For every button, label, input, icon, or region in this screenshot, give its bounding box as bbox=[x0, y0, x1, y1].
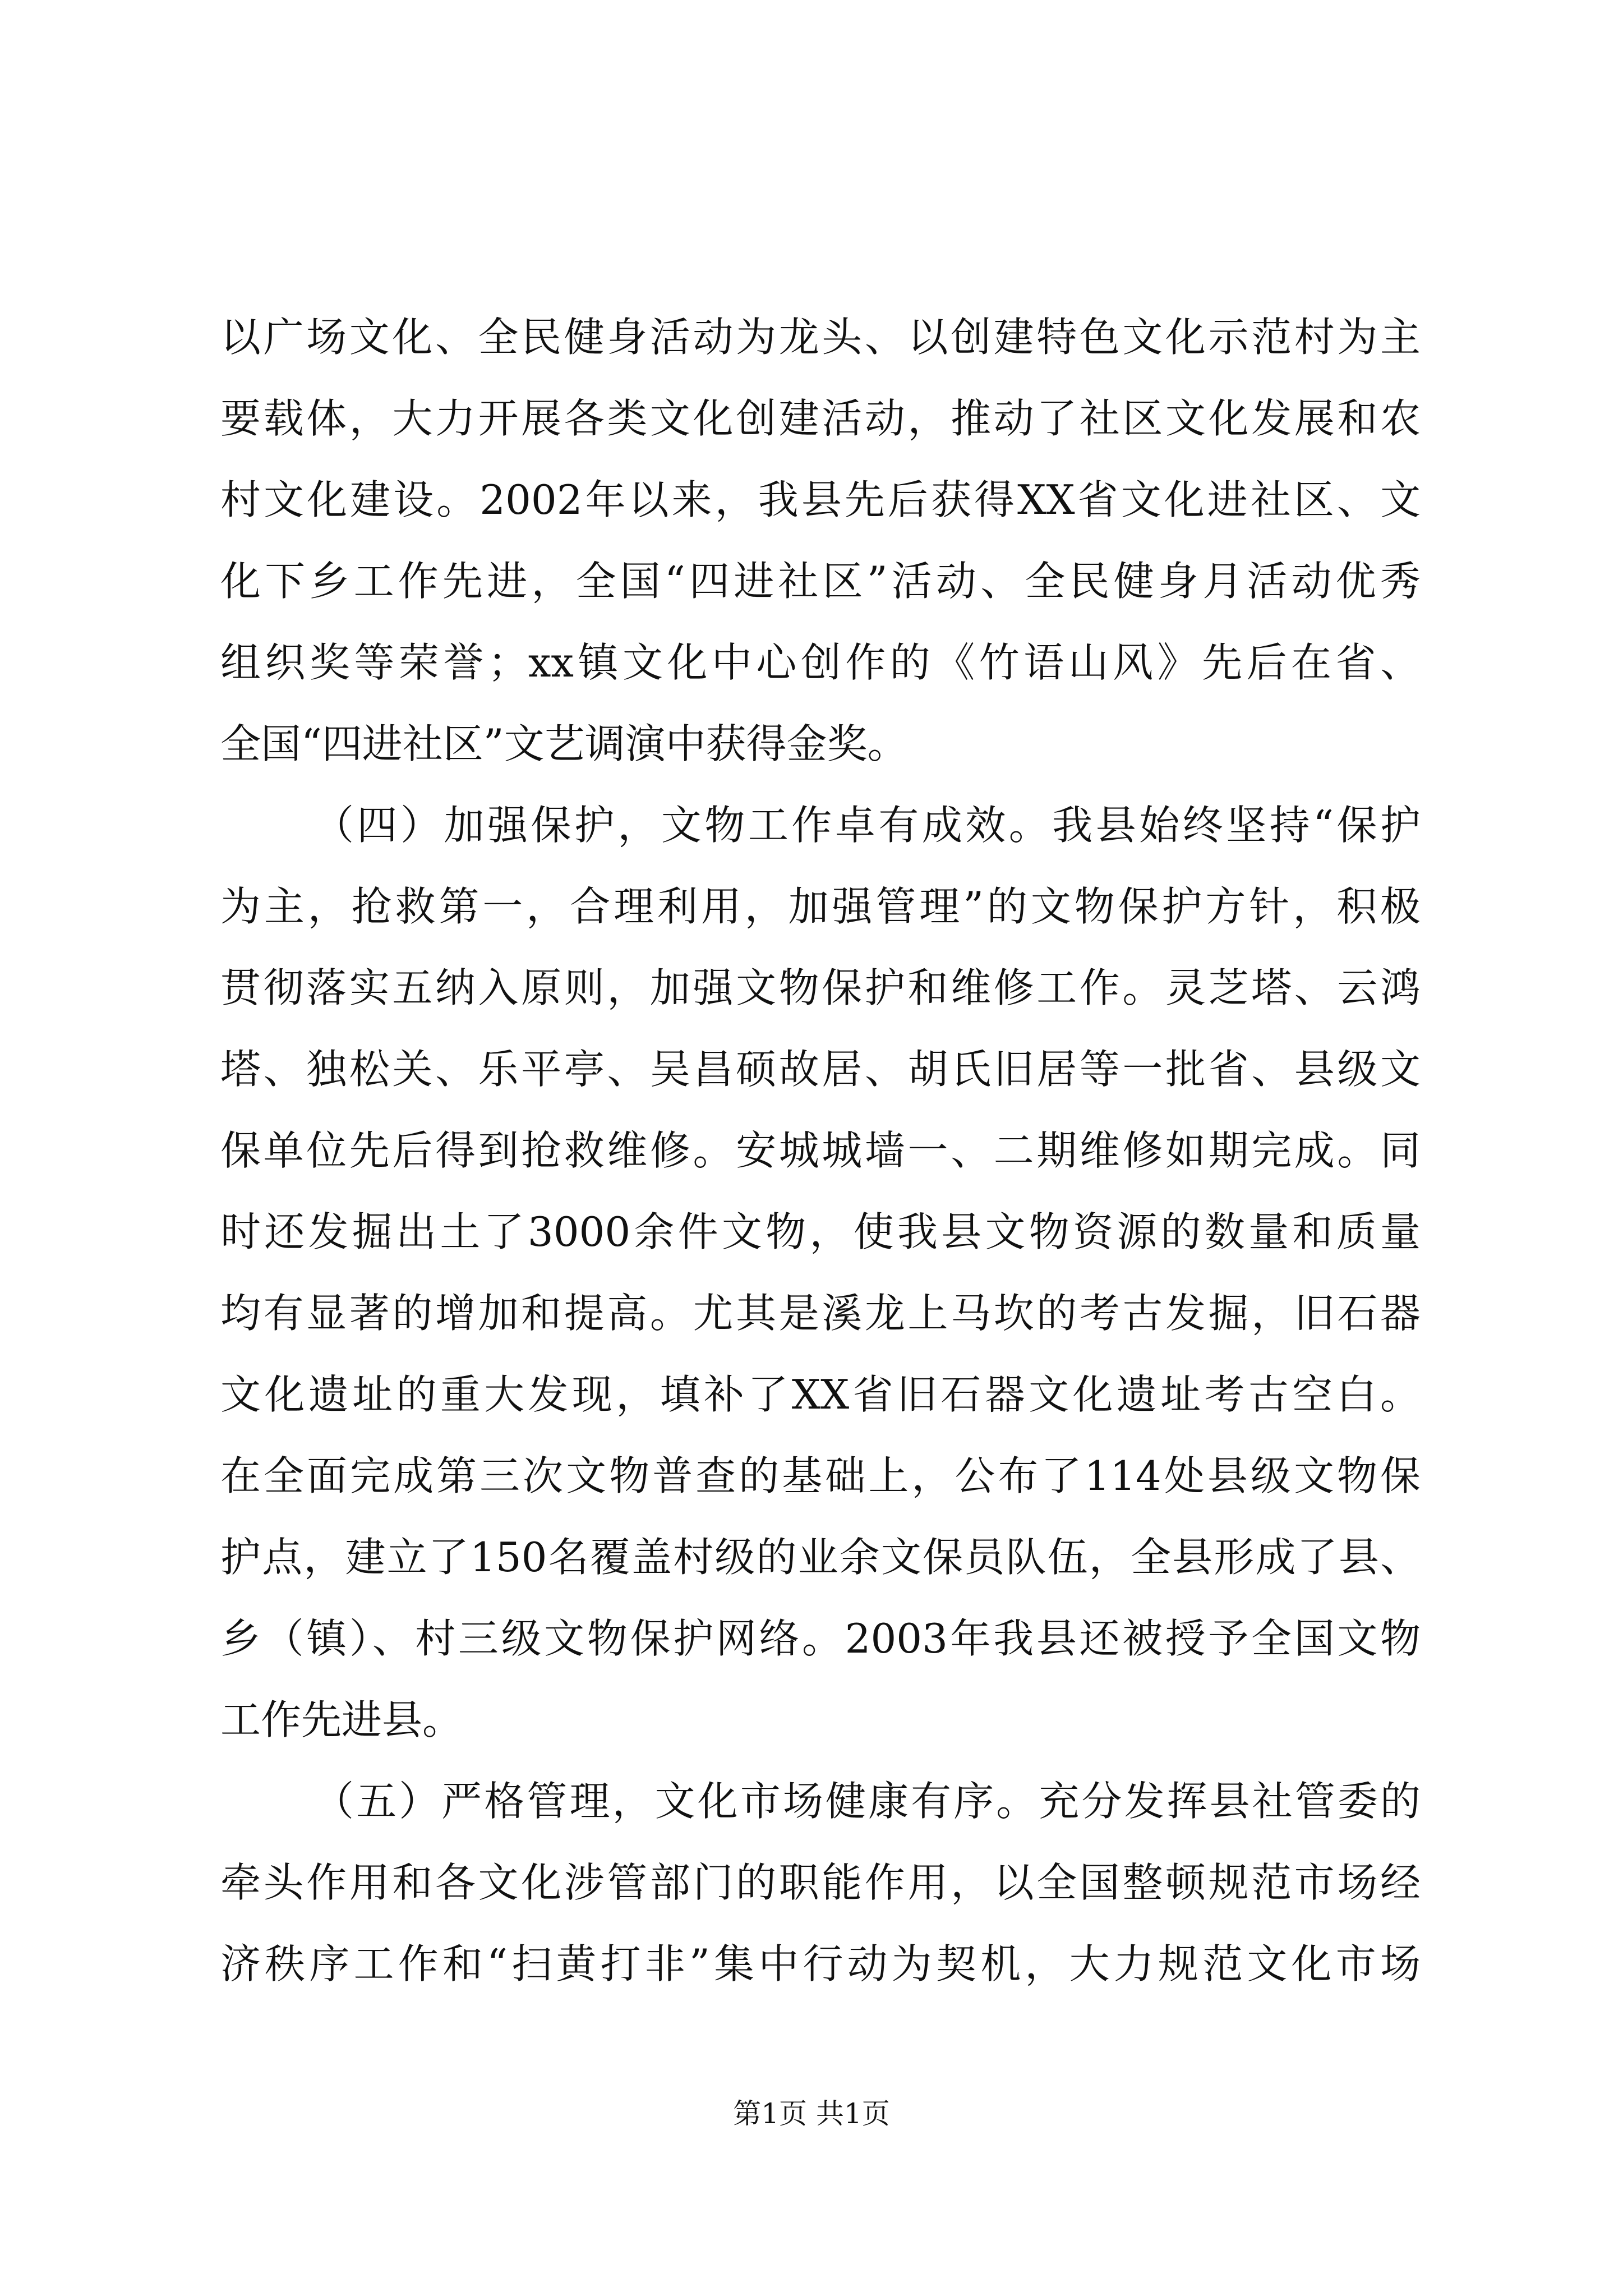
text-line: 村文化建设。2002年以来，我县先后获得XX省文化进社区、文 bbox=[220, 476, 1421, 523]
text-line: 均有显著的增加和提高。尤其是溪龙上马坎的考古发掘，旧石器 bbox=[220, 1290, 1421, 1337]
paragraph-start-line: （五）严格管理，文化市场健康有序。充分发挥县社管委的 bbox=[313, 1778, 1421, 1825]
text-line: 工作先进县。 bbox=[220, 1696, 463, 1743]
text-line: 保单位先后得到抢救维修。安城城墙一、二期维修如期完成。同 bbox=[220, 1127, 1421, 1174]
paragraph-start-line: （四）加强保护，文物工作卓有成效。我县始终坚持“保护 bbox=[313, 802, 1421, 849]
text-line: 济秩序工作和“扫黄打非”集中行动为契机，大力规范文化市场 bbox=[220, 1940, 1421, 1987]
text-line: 牵头作用和各文化涉管部门的职能作用，以全国整顿规范市场经 bbox=[220, 1859, 1421, 1906]
text-line: 组织奖等荣誉；xx镇文化中心创作的《竹语山风》先后在省、 bbox=[220, 639, 1421, 686]
text-line: 护点，建立了150名覆盖村级的业余文保员队伍，全县形成了县、 bbox=[220, 1534, 1421, 1581]
text-line: 在全面完成第三次文物普查的基础上，公布了114处县级文物保 bbox=[220, 1452, 1421, 1499]
text-line: 以广场文化、全民健身活动为龙头、以创建特色文化示范村为主 bbox=[220, 314, 1421, 361]
text-line: 塔、独松关、乐平亭、吴昌硕故居、胡氏旧居等一批省、县级文 bbox=[220, 1046, 1421, 1093]
page-number-footer: 第1页 共1页 bbox=[733, 2097, 890, 2130]
text-line: 乡（镇）、村三级文物保护网络。2003年我县还被授予全国文物 bbox=[220, 1615, 1421, 1662]
text-line: 时还发掘出土了3000余件文物，使我县文物资源的数量和质量 bbox=[220, 1208, 1421, 1255]
text-line: 贯彻落实五纳入原则，加强文物保护和维修工作。灵芝塔、云鸿 bbox=[220, 964, 1421, 1011]
text-line: 要载体，大力开展各类文化创建活动，推动了社区文化发展和农 bbox=[220, 395, 1421, 442]
text-line: 化下乡工作先进，全国“四进社区”活动、全民健身月活动优秀 bbox=[220, 558, 1421, 605]
text-line: 文化遗址的重大发现，填补了XX省旧石器文化遗址考古空白。 bbox=[220, 1371, 1421, 1418]
text-line: 全国“四进社区”文艺调演中获得金奖。 bbox=[220, 720, 908, 767]
text-line: 为主，抢救第一，合理利用，加强管理”的文物保护方针，积极 bbox=[220, 883, 1421, 930]
